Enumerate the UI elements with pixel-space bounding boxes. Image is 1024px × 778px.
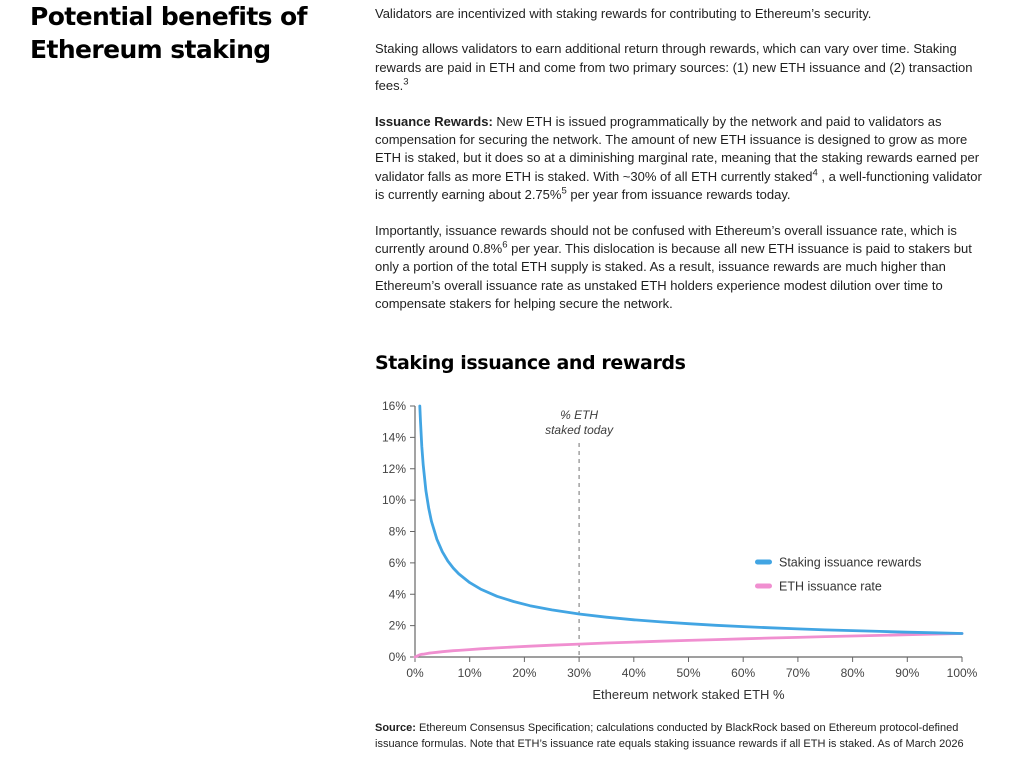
text-segment: per year. This dislocation is because all new ETH issuance is paid to stakers but only a portion of the total ETH supply is staked. As a result, issuance rewards are much higher than Ethereum’s overall issuance rate as unstaked ETH holders experience modest dilution over time to compensate stakers for helping secure the network. [375, 241, 972, 312]
paragraph-staking-sources [375, 40, 987, 95]
paragraph-issuance-rate [375, 222, 987, 314]
footnote-marker: 3 [403, 76, 409, 88]
x-tick-label: 60% [731, 665, 756, 680]
x-tick-label: 50% [676, 665, 701, 680]
series-eth-issuance-rate [415, 633, 962, 657]
series-staking-issuance-rewards [420, 406, 962, 634]
chart-axes [382, 399, 978, 680]
legend-label-eth-issuance-rate: ETH issuance rate [779, 579, 882, 594]
chart-legend [755, 555, 921, 593]
staking-issuance-chart [375, 396, 1024, 706]
x-tick-label: 80% [840, 665, 865, 680]
legend-label-staking-issuance-rewards: Staking issuance rewards [779, 555, 922, 570]
legend-swatch-eth-issuance-rate [755, 583, 772, 588]
text-segment: New ETH is issued programmatically by the network and paid to validators as compensation for securing the network. The amount of new ETH issuance is designed to grow as more ETH is staked, but it does so at a diminishing marginal rate, meaning that the staking rewards earned per validator falls as more ETH is staked. With ~30% of all ETH currently staked [375, 113, 980, 184]
legend-swatch-staking-issuance-rewards [755, 559, 772, 564]
text-segment: Issuance Rewards: [375, 113, 493, 129]
y-tick-label: 16% [381, 398, 406, 413]
footnote-marker: 6 [502, 239, 508, 251]
text-segment: Importantly, issuance rewards should not be confused with Ethereum’s overall issuance rate, which is currently around 0.8% [375, 222, 957, 257]
text-segment: per year from issuance rewards today. [566, 187, 791, 203]
y-tick-label: 12% [381, 461, 406, 476]
page-title [30, 0, 380, 66]
source-note [375, 720, 987, 753]
y-tick-label: 8% [388, 524, 406, 539]
y-tick-label: 6% [388, 555, 406, 570]
x-tick-label: 40% [621, 665, 646, 680]
footnote-marker: 4 [812, 167, 818, 179]
y-tick-label: 0% [388, 649, 406, 664]
page-title-line-2: Ethereum staking [30, 35, 271, 64]
x-tick-label: 20% [512, 665, 537, 680]
paragraph-issuance-rewards [375, 113, 987, 205]
x-tick-label: 30% [567, 665, 592, 680]
y-tick-label: 4% [388, 586, 406, 601]
y-tick-label: 14% [381, 430, 406, 445]
x-tick-label: 10% [457, 665, 482, 680]
text-segment: Staking allows validators to earn additional return through rewards, which can vary over time. Staking rewards are paid in ETH and come from two primary sources: (1) new ETH issuance and (2) transaction fees. [375, 41, 973, 94]
staked-today-label-line2: staked today [545, 422, 614, 437]
body-column [375, 0, 987, 753]
x-axis-label-text: Ethereum network staked ETH % [592, 686, 785, 702]
x-tick-label: 90% [895, 665, 920, 680]
text-segment: Ethereum Consensus Specification; calculations conducted by BlackRock based on Ethereum protocol-defined issuance formulas. Note that ETH’s issuance rate equals staking issuance rewards if all ETH is staked. As of March 2026 [375, 721, 964, 751]
y-tick-label: 10% [381, 492, 406, 507]
staked-today-annotation [545, 408, 614, 657]
y-tick-label: 2% [388, 618, 406, 633]
x-tick-label: 70% [785, 665, 810, 680]
text-segment: Source: [375, 721, 416, 734]
chart-curves [415, 406, 962, 657]
footnote-marker: 5 [561, 185, 567, 197]
chart-title: Staking issuance and rewards [375, 351, 686, 374]
text-segment: Validators are incentivized with staking rewards for contributing to Ethereum’s security. [375, 6, 872, 21]
page-title-line-1: Potential benefits of [30, 2, 307, 31]
x-axis-label [592, 687, 785, 702]
x-tick-label: 0% [406, 665, 424, 680]
staked-today-label-line1: % ETH [560, 407, 599, 422]
x-tick-label: 100% [946, 665, 978, 680]
text-segment: , a well-functioning validator is currently earning about 2.75% [375, 168, 982, 203]
paragraph-validators [375, 5, 987, 23]
